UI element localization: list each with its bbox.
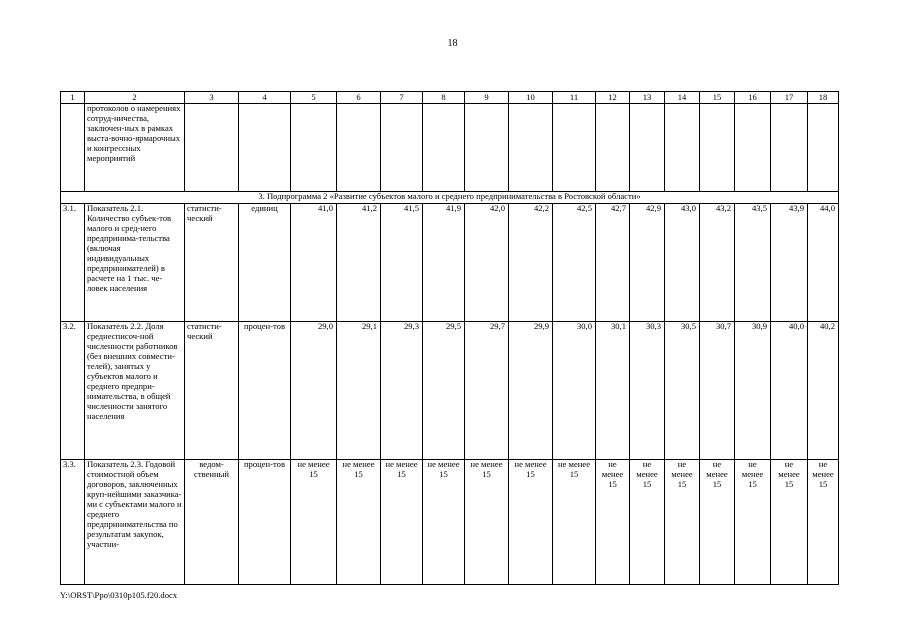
indicator-type: статисти-ческий (185, 204, 239, 322)
value-cell: 42,9 (630, 204, 665, 322)
column-number: 11 (553, 92, 596, 104)
indicator-unit: процен-тов (239, 460, 291, 585)
value-cell: 42,0 (465, 204, 509, 322)
value-cell: не менее 15 (291, 460, 337, 585)
column-number: 3 (185, 92, 239, 104)
value-cell: 29,1 (337, 322, 381, 460)
value-cell: 30,3 (630, 322, 665, 460)
indicator-name: Показатель 2.2. Доля среднесписоч-ной численности работников (без внешних совмести-телей), занятых у субъектов малого и среднего предпри-нимательства, в общей численности занятого населения (85, 322, 185, 460)
indicator-row (61, 322, 839, 460)
indicator-name: протоколов о намерениях сотруд-ничества, заключен-ных в рамках выста-вочно-ярмарочных и конгрессных мероприятий (85, 104, 185, 192)
value-cell: 30,5 (665, 322, 700, 460)
indicator-row (61, 204, 839, 322)
indicator-unit: процен-тов (239, 322, 291, 460)
value-cell: 29,7 (465, 322, 509, 460)
continuation-row (61, 104, 839, 192)
indicator-type: ведом-ственный (185, 460, 239, 585)
value-cell: не менее 15 (553, 460, 596, 585)
section-title: 3. Подпрограмма 2 «Развитие субъектов малого и среднего предпринимательства в Ростовской области» (61, 192, 839, 204)
page-number: 18 (447, 38, 458, 49)
value-cell: 42,7 (596, 204, 630, 322)
value-cell: не менее 15 (381, 460, 423, 585)
value-cell: 30,7 (700, 322, 735, 460)
row-number: 3.1. (61, 204, 85, 322)
value-cell: не менее 15 (337, 460, 381, 585)
value-cell: не менее 15 (771, 460, 808, 585)
value-cell: 43,0 (665, 204, 700, 322)
column-number: 16 (735, 92, 771, 104)
value-cell: 29,5 (423, 322, 465, 460)
indicator-name: Показатель 2.1. Количество субъек-тов малого и сред-него предпринима-тельства (включая индивидуальных предпринимателей) в расчете на 1 тыс. че-ловек населения (85, 204, 185, 322)
value-cell: не менее 15 (808, 460, 839, 585)
value-cell: 41,5 (381, 204, 423, 322)
value-cell: не менее 15 (700, 460, 735, 585)
column-number: 10 (509, 92, 553, 104)
value-cell: не менее 15 (596, 460, 630, 585)
column-number: 18 (808, 92, 839, 104)
row-number: 3.3. (61, 460, 85, 585)
value-cell: 40,0 (771, 322, 808, 460)
value-cell: 30,1 (596, 322, 630, 460)
column-number: 4 (239, 92, 291, 104)
column-number-row (61, 92, 839, 104)
value-cell: 41,0 (291, 204, 337, 322)
indicator-row (61, 460, 839, 585)
value-cell: не менее 15 (630, 460, 665, 585)
row-number: 3.2. (61, 322, 85, 460)
file-path-footer: Y:\ORST\Ppo\0310p105.f20.docx (60, 590, 178, 600)
column-number: 5 (291, 92, 337, 104)
column-number: 15 (700, 92, 735, 104)
column-number: 13 (630, 92, 665, 104)
value-cell: не менее 15 (509, 460, 553, 585)
value-cell: 40,2 (808, 322, 839, 460)
column-number: 6 (337, 92, 381, 104)
column-number: 9 (465, 92, 509, 104)
column-number: 1 (61, 92, 85, 104)
value-cell: 29,3 (381, 322, 423, 460)
value-cell: не менее 15 (665, 460, 700, 585)
indicator-table (60, 91, 839, 585)
indicator-unit: единиц (239, 204, 291, 322)
column-number: 12 (596, 92, 630, 104)
column-number: 2 (85, 92, 185, 104)
indicator-name: Показатель 2.3. Годовой стоимостной объем договоров, заключенных круп-нейшими заказчика-ми с субъектами малого и среднего предпринимательства по результатам закупок, участни- (85, 460, 185, 585)
value-cell: не менее 15 (735, 460, 771, 585)
column-number: 17 (771, 92, 808, 104)
value-cell: 29,0 (291, 322, 337, 460)
indicator-type: статисти-ческий (185, 322, 239, 460)
value-cell: 43,9 (771, 204, 808, 322)
section-row (61, 192, 839, 204)
column-number: 7 (381, 92, 423, 104)
value-cell: 29,9 (509, 322, 553, 460)
value-cell: 43,2 (700, 204, 735, 322)
value-cell: 41,9 (423, 204, 465, 322)
value-cell: 44,0 (808, 204, 839, 322)
value-cell: не менее 15 (423, 460, 465, 585)
value-cell: 30,0 (553, 322, 596, 460)
column-number: 8 (423, 92, 465, 104)
value-cell: 30,9 (735, 322, 771, 460)
column-number: 14 (665, 92, 700, 104)
value-cell: 42,2 (509, 204, 553, 322)
value-cell: не менее 15 (465, 460, 509, 585)
value-cell: 42,5 (553, 204, 596, 322)
value-cell: 43,5 (735, 204, 771, 322)
value-cell: 41,2 (337, 204, 381, 322)
